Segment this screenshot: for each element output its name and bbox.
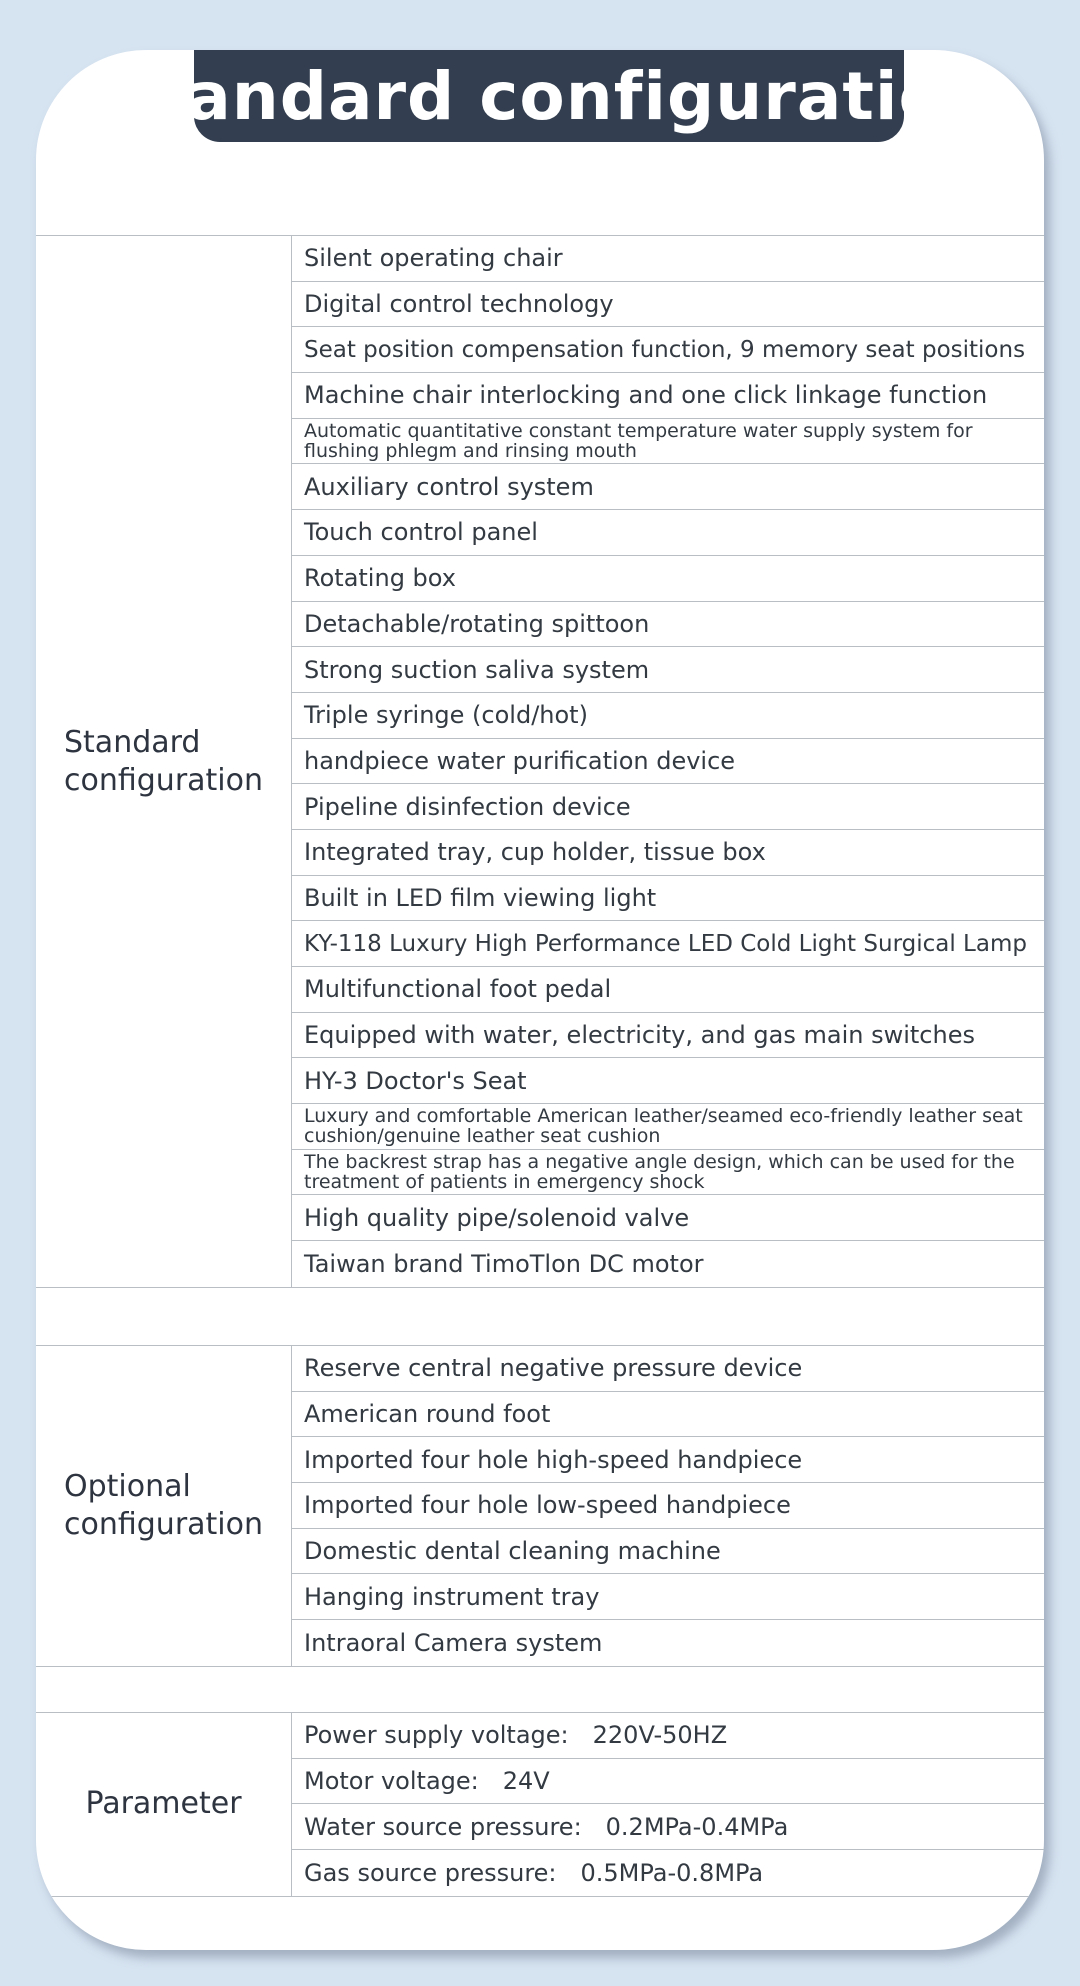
list-item-text: Strong suction saliva system	[304, 655, 650, 684]
list-item-text: Detachable/rotating spittoon	[304, 609, 650, 638]
list-item	[292, 556, 1044, 602]
list-item	[292, 1620, 1044, 1666]
list-item	[292, 876, 1044, 922]
section-label-text: Standard configuration	[64, 724, 263, 798]
list-item	[292, 282, 1044, 328]
list-item-text: handpiece water purification device	[304, 746, 736, 775]
list-item-text: Auxiliary control system	[304, 472, 594, 501]
parameter-section	[36, 1712, 1044, 1897]
list-item-text: Hanging instrument tray	[304, 1582, 600, 1611]
parameter-value: 0.5MPa-0.8MPa	[580, 1858, 764, 1887]
section-label-text: Parameter	[85, 1786, 242, 1822]
list-item	[292, 693, 1044, 739]
list-item	[292, 830, 1044, 876]
list-item-text: Automatic quantitative constant temperature water supply system for flushing phlegm and rinsing mouth	[304, 420, 973, 463]
list-item-text: High quality pipe/solenoid valve	[304, 1203, 690, 1232]
list-item-text: Intraoral Camera system	[304, 1628, 603, 1657]
list-item-text: Triple syringe (cold/hot)	[304, 701, 588, 730]
list-item-text: American round foot	[304, 1400, 551, 1429]
list-item	[292, 739, 1044, 785]
list-item-text: Touch control panel	[304, 518, 538, 547]
list-item-text: Domestic dental cleaning machine	[304, 1537, 721, 1566]
list-item	[292, 647, 1044, 693]
list-item	[292, 1195, 1044, 1241]
parameter-row	[292, 1713, 1044, 1759]
parameter-row	[292, 1804, 1044, 1850]
list-item	[292, 1241, 1044, 1287]
list-item-text: Reserve central negative pressure device	[304, 1354, 803, 1383]
list-item	[292, 327, 1044, 373]
parameter-row	[292, 1850, 1044, 1896]
optional-configuration-section	[36, 1345, 1044, 1667]
list-item-text: KY-118 Luxury High Performance LED Cold Light Surgical Lamp	[304, 930, 1027, 957]
list-item	[292, 602, 1044, 648]
list-item-text: Silent operating chair	[304, 244, 563, 273]
list-item	[292, 236, 1044, 282]
list-item-text: Integrated tray, cup holder, tissue box	[304, 838, 766, 867]
optional-configuration-label	[36, 1346, 292, 1666]
parameter-name: Water source pressure:	[304, 1812, 582, 1841]
list-item-text: HY-3 Doctor's Seat	[304, 1066, 527, 1095]
page-title: Standard configuration	[105, 57, 993, 135]
list-item	[292, 1574, 1044, 1620]
parameter-value: 0.2MPa-0.4MPa	[605, 1812, 789, 1841]
list-item-text: Seat position compensation function, 9 memory seat positions	[304, 336, 1026, 363]
optional-configuration-list	[292, 1346, 1044, 1666]
spec-card	[36, 50, 1044, 1950]
parameter-row	[292, 1759, 1044, 1805]
list-item	[292, 1437, 1044, 1483]
title-banner	[105, 50, 993, 142]
list-item-text: Rotating box	[304, 564, 456, 593]
list-item	[292, 1104, 1044, 1150]
list-item	[292, 967, 1044, 1013]
list-item-text: Equipped with water, electricity, and gas main switches	[304, 1021, 975, 1050]
list-item-text: Pipeline disinfection device	[304, 792, 631, 821]
list-item	[292, 464, 1044, 510]
parameter-value: 24V	[502, 1767, 550, 1796]
list-item	[292, 510, 1044, 556]
standard-configuration-label	[36, 236, 292, 1287]
list-item	[292, 1392, 1044, 1438]
list-item-text: Imported four hole high-speed handpiece	[304, 1445, 803, 1474]
list-item-text: Luxury and comfortable American leather/seamed eco-friendly leather seat cushion/genuine leather seat cushion	[304, 1105, 1023, 1148]
list-item-text: Digital control technology	[304, 290, 614, 319]
list-item-text: Imported four hole low-speed handpiece	[304, 1491, 791, 1520]
list-item	[292, 1150, 1044, 1196]
list-item-text: The backrest strap has a negative angle design, which can be used for the treatment of patients in emergency shock	[304, 1151, 1015, 1194]
standard-configuration-list	[292, 236, 1044, 1287]
list-item-text: Built in LED film viewing light	[304, 883, 657, 912]
standard-configuration-section	[36, 235, 1044, 1288]
parameter-name: Motor voltage:	[304, 1767, 479, 1796]
list-item	[292, 373, 1044, 419]
list-item-text: Taiwan brand TimoTlon DC motor	[304, 1249, 704, 1278]
parameter-label	[36, 1713, 292, 1896]
parameter-list	[292, 1713, 1044, 1896]
list-item	[292, 784, 1044, 830]
parameter-name: Power supply voltage:	[304, 1721, 569, 1750]
list-item	[292, 1058, 1044, 1104]
list-item	[292, 419, 1044, 465]
list-item	[292, 1529, 1044, 1575]
section-label-text: Optional configuration	[64, 1468, 263, 1542]
list-item	[292, 1483, 1044, 1529]
list-item	[292, 1346, 1044, 1392]
list-item	[292, 921, 1044, 967]
parameter-name: Gas source pressure:	[304, 1858, 557, 1887]
list-item-text: Machine chair interlocking and one click linkage function	[304, 381, 988, 410]
list-item	[292, 1013, 1044, 1059]
list-item-text: Multifunctional foot pedal	[304, 975, 612, 1004]
parameter-value: 220V-50HZ	[592, 1721, 728, 1750]
